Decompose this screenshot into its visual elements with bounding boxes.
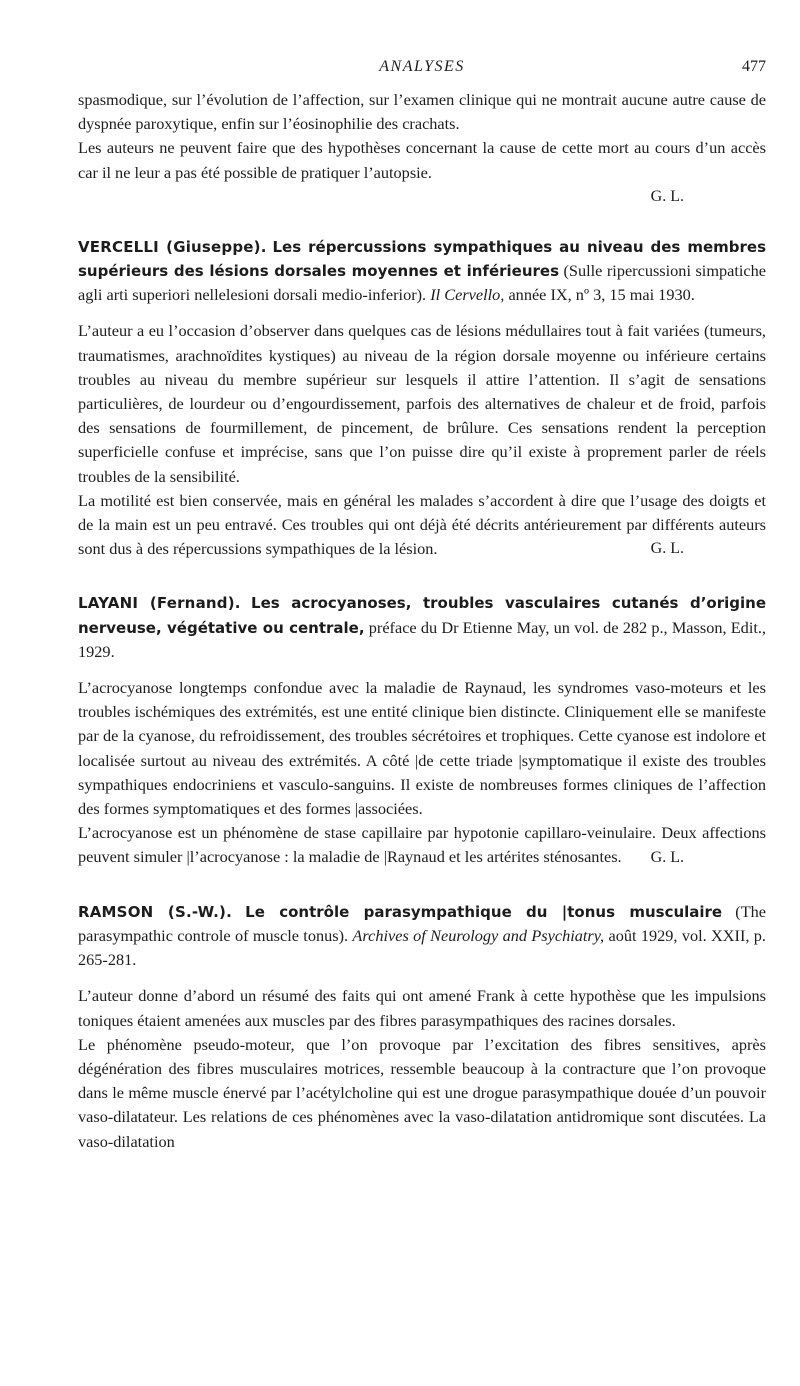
journal-name: Archives of Neurology and Psychiatry, — [352, 925, 605, 945]
review-author: RAMSON (S.-W.). — [78, 902, 232, 921]
reviewer-signature: G. L. — [650, 848, 684, 866]
bibliographic-reference — [78, 235, 766, 308]
paragraph: spasmodique, sur l’évolution de l’affection, sur l’examen clinique qui ne montrait aucune autre cause de dyspnée paroxytique, enfin sur l’éosinophilie des crachats. — [78, 90, 766, 134]
review-ramson — [78, 900, 766, 1154]
paragraph: L’acrocyanose est un phénomène de stase capillaire par hypotonie capillaro-veinulaire. Deux affections peuvent simuler |l’acrocyanose : la maladie de |Raynaud et les artérites sténosantes. — [78, 823, 766, 867]
running-header — [78, 58, 766, 80]
paragraph: L’auteur a eu l’occasion d’observer dans quelques cas de lésions médullaires tout à fait variées (tumeurs, traumatismes, arachnoïdites kystiques) au niveau de la région dorsale moyenne ou inférieure certains troubles au niveau du membre supérieur sur lesquels il attire l’attention. Il s’agit de sensations particulières, de lourdeur ou d’engourdissement, parfois des alternatives de chaleur et de froid, parfois des sensations de fourmillement, de pincement, de brûlure. Ces sensations rendent la perception superficielle confuse et imprécise, sans que l’on puisse dire qu’il existe à proprement parler de réels troubles de la sensibilité. — [78, 321, 766, 486]
running-title: ANALYSES — [379, 58, 465, 75]
paragraph: L’acrocyanose longtemps confondue avec la maladie de Raynaud, les syndromes vaso-moteurs et les troubles ischémiques des extrémités, est une entité clinique bien distincte. Cliniquement elle se manifeste par de la cyanose, du refroidissement, des troubles sécrétoires et trophiques. Cette cyanose est indolore et localisée surtout au niveau des extrémités. A côté |de cette triade |symptomatique il existe des troubles sympathiques endocriniens et vasculo-sanguins. Il existe de nombreuses formes cliniques de l’affection des formes symptomatiques et des formes |associées. — [78, 678, 766, 819]
publication-details: année IX, nº 3, 15 mai 1930. — [508, 285, 695, 305]
review-author: VERCELLI (Giuseppe). — [78, 237, 267, 256]
reviewer-signature: G. L. — [650, 540, 684, 558]
publication-details: août 1929, vol. XXII, p. 265-281. — [78, 925, 767, 970]
review-author: LAYANI (Fernand). — [78, 594, 241, 613]
original-title: (Sulle ripercussioni simpatiche agli arti superiori nellelesioni dorsali medio-inferior). — [78, 261, 766, 305]
review-title: Les répercussions sympathiques au niveau des membres supérieurs des lésions dorsales moyennes et inférieures — [78, 237, 767, 281]
previous-review-continuation — [78, 88, 766, 209]
page — [78, 58, 766, 1154]
review-vercelli — [78, 235, 766, 562]
review-title: Le contrôle parasympathique du |tonus musculaire — [245, 902, 723, 921]
paragraph: L’auteur donne d’abord un résumé des faits qui ont amené Frank à cette hypothèse que les impulsions toniques étaient amenées aux muscles par des fibres parasympathiques des racines dorsales. — [78, 986, 766, 1030]
paragraph: La motilité est bien conservée, mais en général les malades s’accordent à dire que l’usage des doigts et de la main est un peu entravé. Ces troubles qui ont déjà été décrits antérieurement par différents auteurs sont dus à des répercussions sympathiques de la lésion. — [78, 490, 766, 559]
paragraph: Les auteurs ne peuvent faire que des hypothèses concernant la cause de cette mort au cours d’un accès car il ne leur a pas été possible de pratiquer l’autopsie. — [78, 138, 766, 182]
review-title: Les acrocyanoses, troubles vasculaires cutanés d’origine nerveuse, végétative ou centrale, — [78, 594, 766, 637]
bibliographic-reference — [78, 591, 766, 664]
page-number: 477 — [742, 58, 766, 75]
publication-details: préface du Dr Etienne May, un vol. de 282 p., Masson, Edit., 1929. — [78, 617, 767, 661]
reviewer-signature: G. L. — [650, 187, 684, 205]
review-layani — [78, 591, 766, 869]
bibliographic-reference — [78, 900, 766, 973]
original-title: (The parasympathic controle of muscle tonus). — [78, 901, 767, 945]
paragraph: Le phénomène pseudo-moteur, que l’on provoque par l’excitation des fibres sensitives, après dégénération des fibres musculaires motrices, ressemble beaucoup à la contracture que l’on provoque dans le même muscle énervé par l’acétylcholine qui est une drogue parasympathique douée d’un pouvoir vaso-dilatateur. Les relations de ces phénomènes avec la vaso-dilatation antidromique sont discutées. La vaso-dilatation — [78, 1034, 766, 1151]
journal-name: Il Cervello, — [430, 285, 505, 305]
